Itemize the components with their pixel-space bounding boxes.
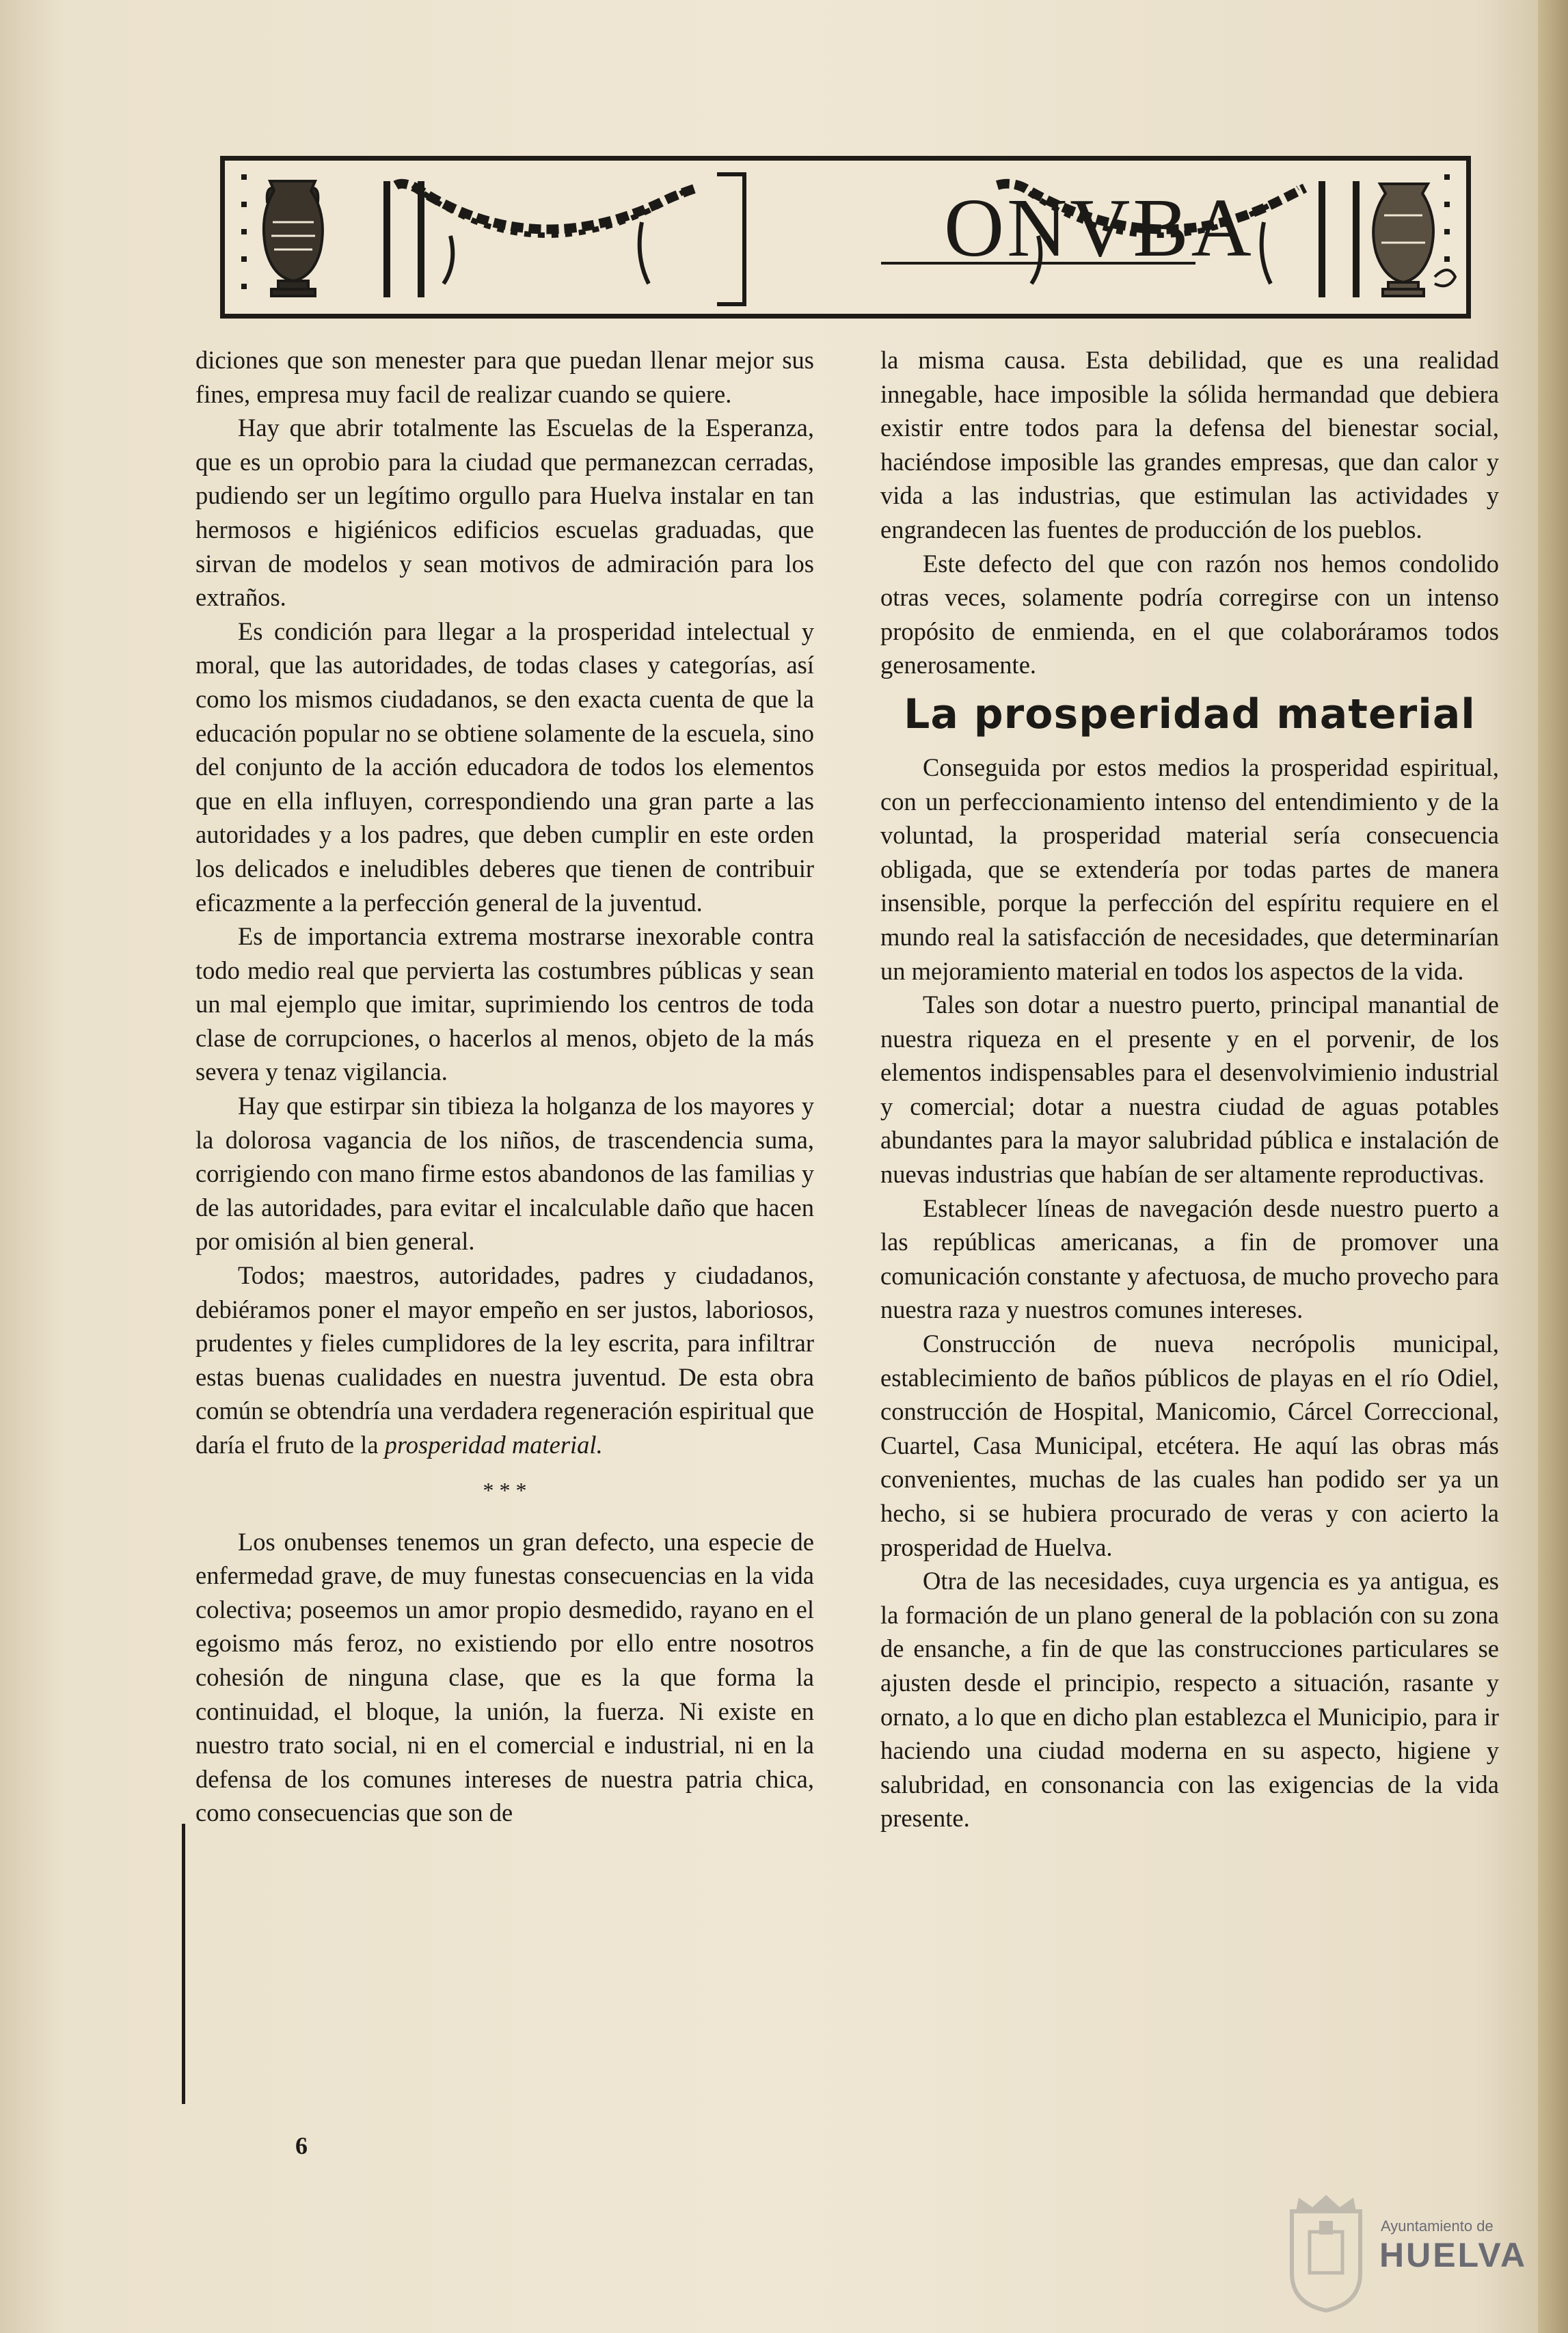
right-amphora-icon [1373, 184, 1433, 296]
paragraph: la misma causa. Esta debilidad, que es una realidad innegable, hace imposible la sólida hermandad que debiera existir entre todos para la defensa del bienestar social, haciéndose imposible las grandes empresas, que dan calor y vida a las industrias, que estimulan las actividades y engrandecen las fuentes de producción de los pueblos. [880, 346, 1499, 543]
paragraph-with-italic [195, 1258, 814, 1462]
paragraph: Es de importancia extrema mostrarse inexorable contra todo medio real que pervierta las costumbres públicas y sean un mal ejemplo que imitar, suprimiendo los centros de toda clase de corrupciones, o hacerlos al menos, objeto de la más severa y tenaz vigilancia. [195, 922, 814, 1086]
margin-mark [182, 1824, 185, 2104]
asterism: * * * [483, 1477, 527, 1502]
watermark-caption: Ayuntamiento de [1381, 2217, 1493, 2235]
page-number: 6 [295, 2132, 308, 2159]
paragraph: Los onubenses tenemos un gran defecto, una especie de enfermedad grave, de muy funestas consecuencias en la vida colectiva; poseemos un amor propio desmedido, rayano en el egoismo más feroz, no existiendo por ello entre nosotros cohesión de ninguna clase, que es la que forma la continuidad, el bloque, la unión, la fuerza. Ni existe en nuestro trato social, ni en el comercial e industrial, ni en la defensa de los comunes intereses de nuestra patria chica, como consecuencias que son de [195, 1527, 814, 1827]
italic-phrase: prosperidad material. [384, 1431, 603, 1459]
page-edge [1538, 0, 1568, 2333]
paragraph: Otra de las necesidades, cuya urgencia es ya antigua, es la formación de un plano general de la población con su zona de ensanche, a fin de que las construcciones particulares se ajusten desde el principio, respecto a situación, rasante y ornato, a lo que en dicho plan establezca el Municipio, para ir haciendo una ciudad moderna en su aspecto, higiene y salubridad, en consonancia con las exigencias de la vida presente. [880, 1567, 1499, 1833]
paragraph: Hay que abrir totalmente las Escuelas de la Esperanza, que es un oprobio para la ciudad que permanezcan cerradas, pudiendo ser un legítimo orgullo para Huelva instalar en tan hermosos e higiénicos edificios escuelas graduadas, que sirvan de modelos y sean motivos de admiración para los extraños. [195, 414, 814, 612]
paragraph: Conseguida por estos medios la prosperidad espiritual, con un perfeccionamiento intenso del entendimiento y de la voluntad, la prosperidad material sería consecuencia obligada, que se extendería por todas partes de manera insensible, porque la perfección del espíritu requiere en el mundo real la satisfacción de necesidades, que determinarían un mejoramiento material en todos los aspectos de la vida. [880, 753, 1499, 985]
paragraph: diciones que son menester para que puedan llenar mejor sus fines, empresa muy facil de realizar cuando se quiere. [195, 346, 814, 408]
right-column [880, 343, 1499, 1835]
paragraph: Hay que estirpar sin tibieza la holganza de los mayores y la dolorosa vagancia de los niños, de trascendencia suma, corrigiendo con mano firme estos abandonos de las familias y de las autoridades, para evitar el incalculable daño que hacen por omisión al bien general. [195, 1092, 814, 1256]
section-heading: La prosperidad material [904, 690, 1476, 738]
paragraph-text: Todos; maestros, autoridades, padres y ciudadanos, debiéramos poner el mayor empeño en ser justos, laboriosos, prudentes y fieles cumplidores de la ley escrita, para infiltrar estas buenas cualidades en nuestra juventud. De esta obra común se obtendría una verdadera regeneración espiritual que daría el fruto de la [195, 1261, 814, 1459]
left-amphora-icon [264, 181, 323, 296]
banner-ornament [225, 161, 1466, 314]
paragraph: Construcción de nueva necrópolis municipal, establecimiento de baños públicos de playas en el río Odiel, construcción de Hospital, Manicomio, Cárcel Correccional, Cuartel, Casa Municipal, etcétera. He aquí las obras más convenientes, muchas de las cuales han podido ser ya un hecho, si se hubiera procurado de veras y con acierto la prosperidad de Huelva. [880, 1330, 1499, 1561]
paragraph: Tales son dotar a nuestro puerto, principal manantial de nuestra riqueza en el presente y en el porvenir, de los elementos indispensables para el desenvolvimienio industrial y comercial; dotar a nuestra ciudad de aguas potables abundantes para la mayor salubridad pública e instalación de nuevas industrias que habían de ser altamente reproductivas. [880, 990, 1499, 1189]
left-column [195, 343, 814, 1830]
paragraph: Es condición para llegar a la prosperidad intelectual y moral, que las autoridades, de todas clases y categorías, así como los mismos ciudadanos, se den exacta cuenta de que la educación popular no se obtiene solamente de la escuela, sino del conjunto de la acción educadora de todos los elementos que en ella influyen, correspondiendo una gran parte a las autoridades y a los padres, que deben cumplir en este orden los delicados e ineludibles deberes que tienen de contribuir eficazmente a la perfección general de la juventud. [195, 617, 814, 917]
banner-title: ONVBA [944, 182, 1254, 274]
paragraph: Establecer líneas de navegación desde nuestro puerto a las repúblicas americanas, a fin de promover una comunicación constante y afectuosa, de mucho provecho para nuestra raza y nuestros comunes intereses. [880, 1194, 1499, 1324]
paragraph: Este defecto del que con razón nos hemos condolido otras veces, solamente podría corregirse con un intenso propósito de enmienda, en el que colaboráramos todos generosamente. [880, 549, 1499, 679]
watermark-city: HUELVA [1379, 2236, 1528, 2274]
header-banner [220, 156, 1471, 319]
